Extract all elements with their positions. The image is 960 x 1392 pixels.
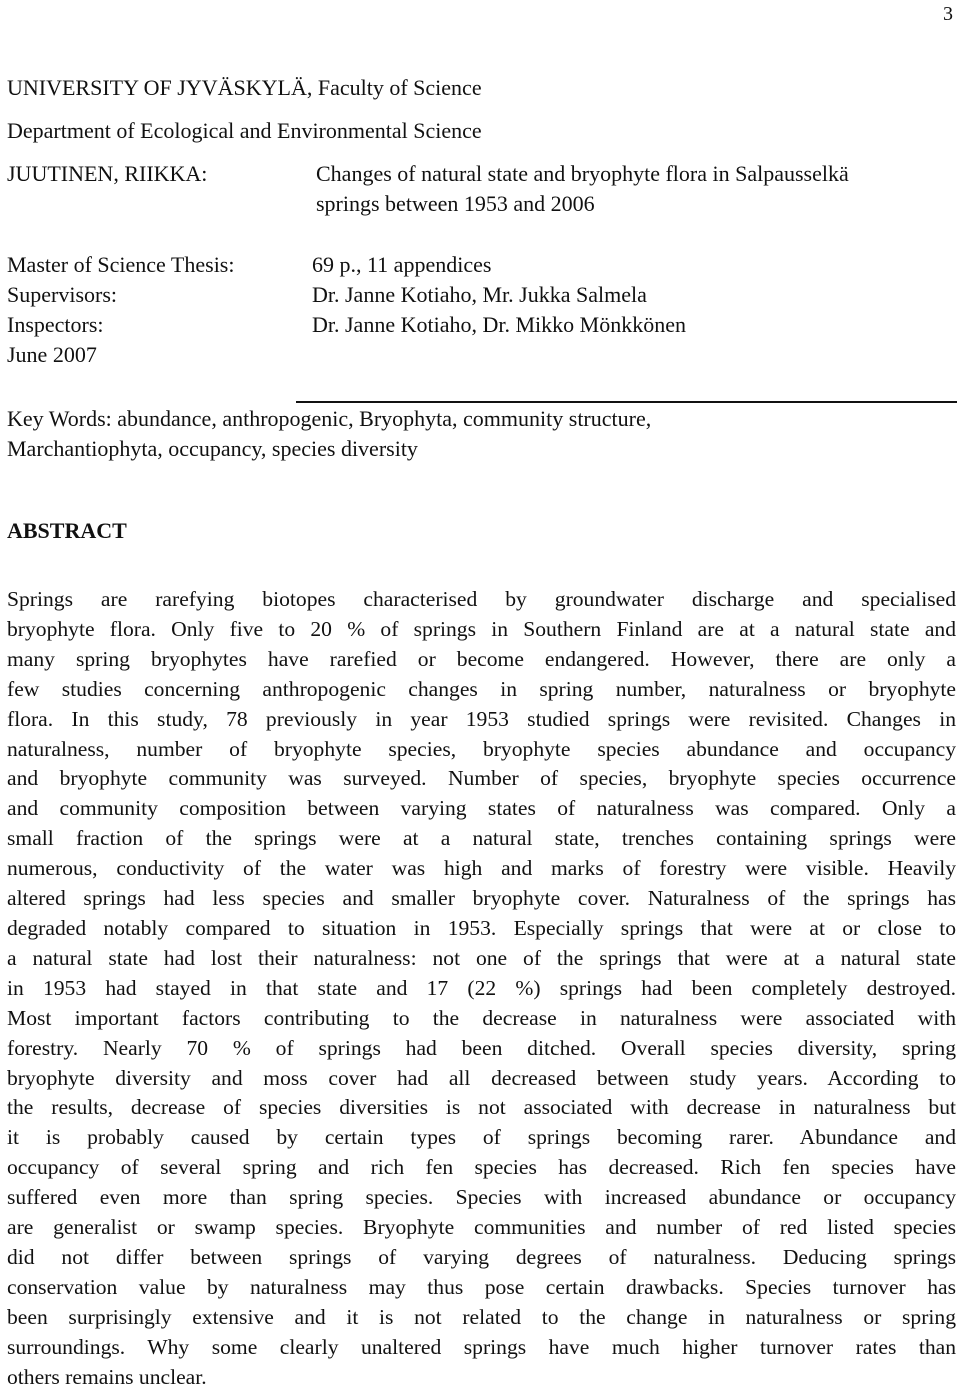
thesis-title <box>316 159 956 219</box>
thesis-title-line: springs between 1953 and 2006 <box>316 191 595 216</box>
abstract-line: it is probably caused by certain types of springs becoming rarer. Abundance and <box>7 1125 956 1150</box>
abstract-line: surroundings. Why some clearly unaltered springs have much higher turnover rates than <box>7 1334 956 1359</box>
abstract-line: a natural state had lost their naturalness: not one of the springs that were at a natural state <box>7 945 956 970</box>
horizontal-rule <box>296 401 957 403</box>
abstract-line: altered springs had less species and smaller bryophyte cover. Naturalness of the springs has <box>7 886 956 911</box>
abstract-line: bryophyte flora. Only five to 20 % of springs in Southern Finland are at a natural state and <box>7 616 956 641</box>
abstract-line: the results, decrease of species diversities is not associated with decrease in naturalness but <box>7 1095 956 1120</box>
supervisors-value: Dr. Janne Kotiaho, Mr. Jukka Salmela <box>312 282 647 307</box>
abstract-line: numerous, conductivity of the water was high and marks of forestry were visible. Heavily <box>7 856 956 881</box>
abstract-line: others remains unclear. <box>7 1364 207 1389</box>
abstract-line: bryophyte diversity and moss cover had all decreased between study years. According to <box>7 1065 956 1090</box>
thesis-type-value: 69 p., 11 appendices <box>312 252 492 277</box>
abstract-line: did not differ between springs of varying degrees of naturalness. Deducing springs <box>7 1244 956 1269</box>
abstract-line: many spring bryophytes have rarefied or become endangered. However, there are only a <box>7 646 956 671</box>
keywords-line: Marchantiophyta, occupancy, species diversity <box>7 436 418 461</box>
abstract-line: suffered even more than spring species. Species with increased abundance or occupancy <box>7 1185 956 1210</box>
abstract-line: been surprisingly extensive and it is not related to the change in naturalness or spring <box>7 1304 956 1329</box>
abstract-line: flora. In this study, 78 previously in year 1953 studied springs were revisited. Changes in <box>7 706 956 731</box>
department-line: Department of Ecological and Environmental Science <box>7 118 482 143</box>
abstract-line: degraded notably compared to situation in 1953. Especially springs that were at or close to <box>7 915 956 940</box>
abstract-heading: ABSTRACT <box>7 518 127 543</box>
abstract-line: are generalist or swamp species. Bryophyte communities and number of red listed species <box>7 1215 956 1240</box>
thesis-title-line: Changes of natural state and bryophyte flora in Salpausselkä <box>316 161 849 186</box>
page-number: 3 <box>943 3 953 25</box>
abstract-body <box>7 585 956 1392</box>
keywords-line: Key Words: abundance, anthropogenic, Bryophyta, community structure, <box>7 406 652 431</box>
abstract-line: and community composition between varying states of naturalness was compared. Only a <box>7 796 956 821</box>
inspectors-value: Dr. Janne Kotiaho, Dr. Mikko Mönkkönen <box>312 312 686 337</box>
abstract-line: in 1953 had stayed in that state and 17 (22 %) springs had been completely destroyed. <box>7 975 956 1000</box>
abstract-line: small fraction of the springs were at a natural state, trenches containing springs were <box>7 826 956 851</box>
university-line: UNIVERSITY OF JYVÄSKYLÄ, Faculty of Science <box>7 75 482 100</box>
keywords-block <box>7 404 957 464</box>
author-label: JUUTINEN, RIIKKA: <box>7 161 208 186</box>
abstract-line: naturalness, number of bryophyte species, bryophyte species abundance and occupancy <box>7 736 956 761</box>
supervisors-label: Supervisors: <box>7 282 117 307</box>
abstract-line: Springs are rarefying biotopes characterised by groundwater discharge and specialised <box>7 587 956 611</box>
abstract-line: and bryophyte community was surveyed. Number of species, bryophyte species occurrence <box>7 766 956 791</box>
date-line: June 2007 <box>7 342 97 367</box>
abstract-line: occupancy of several spring and rich fen species has decreased. Rich fen species have <box>7 1155 956 1180</box>
abstract-line: few studies concerning anthropogenic changes in spring number, naturalness or bryophyte <box>7 676 956 701</box>
inspectors-label: Inspectors: <box>7 312 104 337</box>
abstract-line: forestry. Nearly 70 % of springs had been ditched. Overall species diversity, spring <box>7 1035 956 1060</box>
abstract-line: conservation value by naturalness may thus pose certain drawbacks. Species turnover has <box>7 1274 956 1299</box>
thesis-type-label: Master of Science Thesis: <box>7 252 235 277</box>
abstract-line: Most important factors contributing to the decrease in naturalness were associated with <box>7 1005 956 1030</box>
